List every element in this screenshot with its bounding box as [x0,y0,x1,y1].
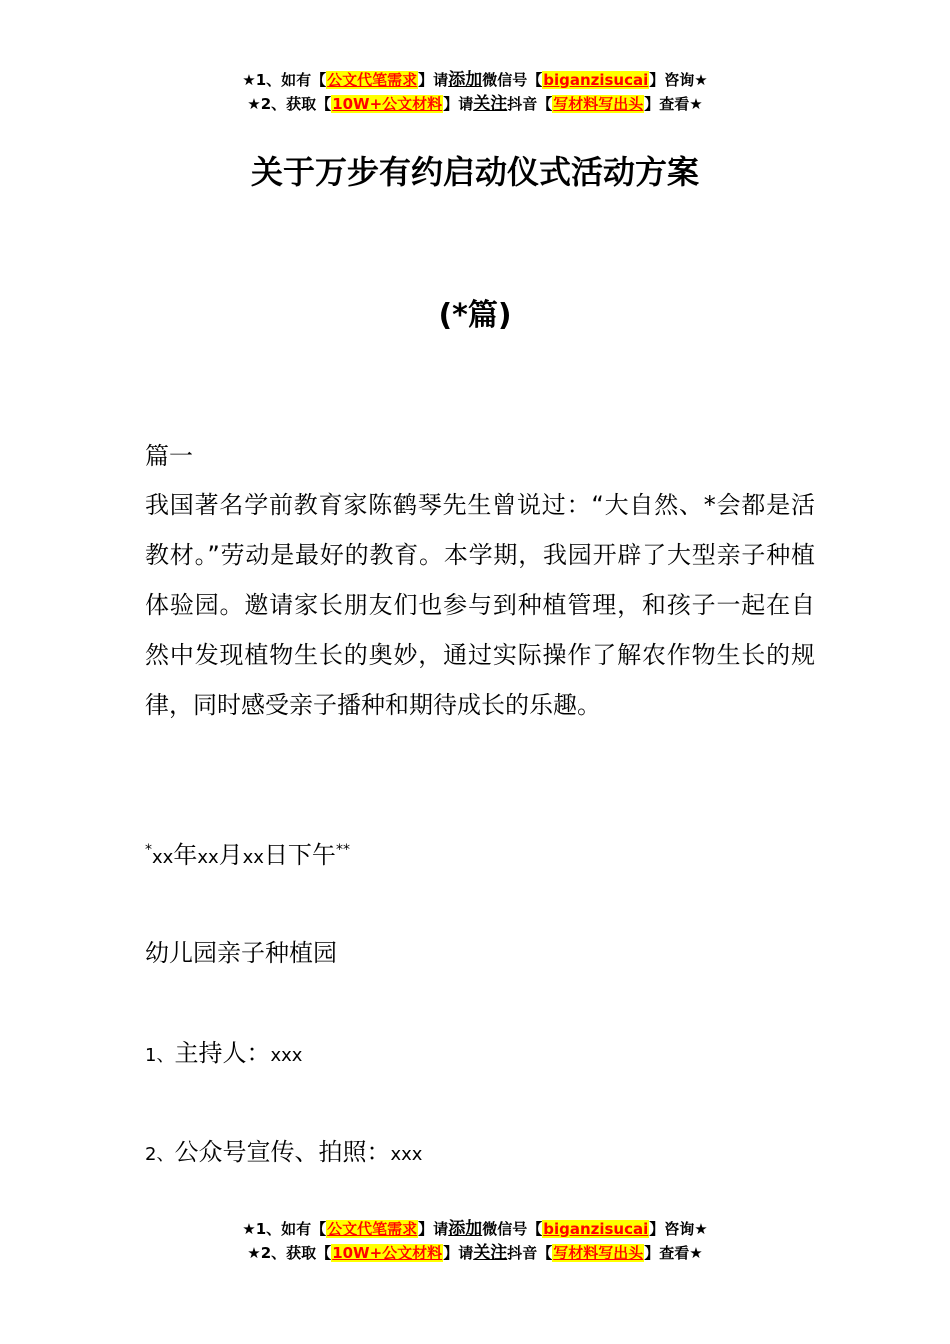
highlight-douyin: 写材料写出头 [553,1244,644,1262]
highlight-service: 公文代笔需求 [327,71,418,89]
intro-paragraph: 我国著名学前教育家陈鹤琴先生曾说过：“大自然、*会都是活教材。”劳动是最好的教育。本学期，我园开辟了大型亲子种植体验园。邀请家长朋友们也参与到种植管理，和孩子一起在自然中发现植物生长的奥妙，通过实际操作了解农作物生长的规律，同时感受亲子播种和期待成长的乐趣。 [145,491,815,719]
banner-line-1: ★1、如有【公文代笔需求】请添加微信号【biganzisucai】咨询★ [242,70,708,90]
highlight-wechat-id: biganzisucai [543,71,649,89]
header-banner [0,68,950,116]
role-item: 2、公众号宣传、拍照：xxx [145,1138,423,1166]
banner-line-1: ★1、如有【公文代笔需求】请添加微信号【biganzisucai】咨询★ [242,1219,708,1239]
highlight-service: 公文代笔需求 [327,1220,418,1238]
banner-line-2: ★2、获取【10W+公文材料】请关注抖音【写材料写出头】查看★ [247,1243,703,1263]
page-subtitle: (*篇) [438,298,512,333]
highlight-materials: 10W+公文材料 [332,1244,443,1262]
highlight-materials: 10W+公文材料 [332,95,443,113]
activity-time: *xx年xx月xx日下午** [145,841,350,869]
role-item: 1、主持人：xxx [145,1039,303,1067]
page-title: 关于万步有约启动仪式活动方案 [250,153,699,191]
footer-banner [0,1217,950,1265]
activity-place: 幼儿园亲子种植园 [145,939,337,967]
highlight-douyin: 写材料写出头 [553,95,644,113]
highlight-wechat-id: biganzisucai [543,1220,649,1238]
banner-line-2: ★2、获取【10W+公文材料】请关注抖音【写材料写出头】查看★ [247,94,703,114]
section-label: 篇一 [145,442,193,470]
